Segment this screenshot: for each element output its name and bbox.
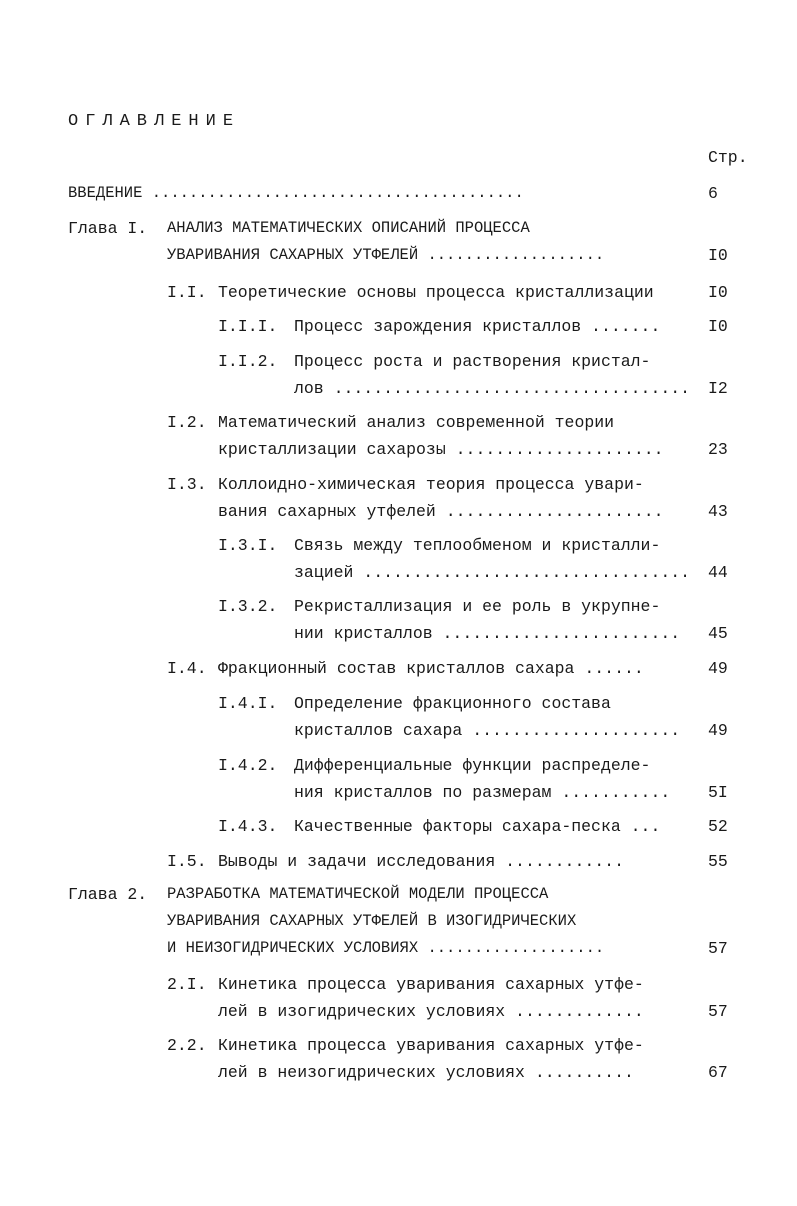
entry-number: I.I.2.	[218, 352, 278, 371]
entry-title-line: И НЕИЗОГИДРИЧЕСКИХ УСЛОВИЯХ ...................	[167, 939, 605, 957]
entry-title-line: Качественные факторы сахара-песка ...	[294, 817, 661, 836]
entry-page: 57	[708, 939, 728, 958]
entry-title-line: Математический анализ современной теории	[218, 413, 615, 432]
entry-page: I0	[708, 317, 728, 336]
entry-number: Глава I.	[68, 219, 148, 238]
entry-number: Глава 2.	[68, 885, 148, 904]
entry-title-line: кристаллов сахара .....................	[294, 721, 681, 740]
entry-title-line: УВАРИВАНИЯ САХАРНЫХ УТФЕЛЕЙ В ИЗОГИДРИЧЕСКИХ	[167, 912, 577, 930]
entry-title-line: Теоретические основы процесса кристаллизации	[218, 283, 654, 302]
entry-title: ВВЕДЕНИЕ ........................................	[68, 184, 524, 202]
entry-number: 2.2.	[167, 1036, 207, 1055]
entry-page: 23	[708, 440, 728, 459]
entry-title-line: Выводы и задачи исследования ............	[218, 852, 624, 871]
entry-number: I.3.I.	[218, 536, 278, 555]
entry-title-line: АНАЛИЗ МАТЕМАТИЧЕСКИХ ОПИСАНИЙ ПРОЦЕССА	[167, 219, 530, 237]
entry-page: 6	[708, 184, 718, 203]
entry-title-line: Процесс роста и растворения кристал-	[294, 352, 651, 371]
entry-page: 44	[708, 563, 728, 582]
toc-heading: ОГЛАВЛЕНИЕ	[68, 112, 241, 131]
entry-page: I2	[708, 379, 728, 398]
entry-number: 2.I.	[167, 975, 207, 994]
entry-title-line: кристаллизации сахарозы .....................	[218, 440, 664, 459]
entry-title-line: лей в изогидрических условиях .............	[218, 1002, 644, 1021]
entry-page: 57	[708, 1002, 728, 1021]
entry-title-line: лей в неизогидрических условиях ..........	[218, 1063, 634, 1082]
entry-number: I.I.	[167, 283, 207, 302]
entry-title-line: Коллоидно-химическая теория процесса увари-	[218, 475, 644, 494]
entry-title-line: УВАРИВАНИЯ САХАРНЫХ УТФЕЛЕЙ ...................	[167, 246, 605, 264]
entry-number: I.3.2.	[218, 597, 278, 616]
entry-page: 67	[708, 1063, 728, 1082]
entry-title-line: Определение фракционного состава	[294, 694, 611, 713]
entry-page: 55	[708, 852, 728, 871]
entry-number: I.I.I.	[218, 317, 278, 336]
entry-number: I.5.	[167, 852, 207, 871]
entry-title-line: Дифференциальные функции распределе-	[294, 756, 651, 775]
page-column-label: Стр.	[708, 148, 748, 167]
entry-title-line: нии кристаллов ........................	[294, 624, 681, 643]
entry-number: I.4.I.	[218, 694, 278, 713]
entry-title-line: Кинетика процесса уваривания сахарных утфе-	[218, 1036, 644, 1055]
entry-page: I0	[708, 283, 728, 302]
entry-title-line: лов ....................................	[294, 379, 691, 398]
entry-page: 5I	[708, 783, 728, 802]
entry-page: 45	[708, 624, 728, 643]
entry-number: I.4.2.	[218, 756, 278, 775]
entry-page: 52	[708, 817, 728, 836]
entry-title-line: вания сахарных утфелей ......................	[218, 502, 664, 521]
entry-title-line: РАЗРАБОТКА МАТЕМАТИЧЕСКОЙ МОДЕЛИ ПРОЦЕССА	[167, 885, 549, 903]
entry-page: 43	[708, 502, 728, 521]
entry-page: I0	[708, 246, 728, 265]
entry-number: I.4.3.	[218, 817, 278, 836]
entry-page: 49	[708, 659, 728, 678]
entry-number: I.3.	[167, 475, 207, 494]
entry-title-line: Связь между теплообменом и кристалли-	[294, 536, 661, 555]
entry-number: I.4.	[167, 659, 207, 678]
entry-title-line: Процесс зарождения кристаллов .......	[294, 317, 661, 336]
entry-title-line: зацией .................................	[294, 563, 691, 582]
entry-number: I.2.	[167, 413, 207, 432]
entry-page: 49	[708, 721, 728, 740]
entry-title-line: Рекристаллизация и ее роль в укрупне-	[294, 597, 661, 616]
entry-title-line: ния кристаллов по размерам ...........	[294, 783, 671, 802]
entry-title-line: Кинетика процесса уваривания сахарных утфе-	[218, 975, 644, 994]
entry-title-line: Фракционный состав кристаллов сахара ......	[218, 659, 644, 678]
